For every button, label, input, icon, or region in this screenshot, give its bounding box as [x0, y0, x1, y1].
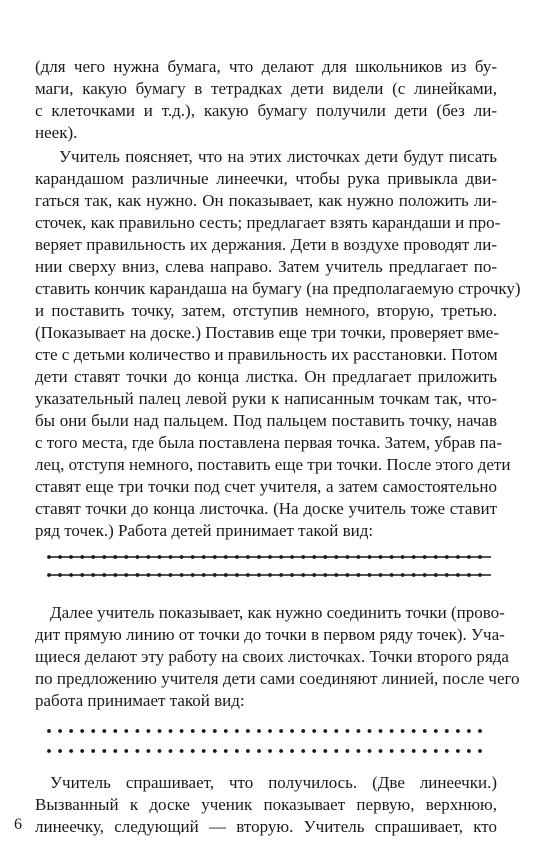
dot — [191, 573, 195, 577]
dot — [478, 573, 482, 577]
dot — [69, 729, 73, 733]
dot — [235, 555, 239, 559]
dot — [268, 573, 272, 577]
dot — [312, 729, 316, 733]
dot — [246, 749, 250, 753]
dot — [456, 729, 460, 733]
dot — [445, 555, 449, 559]
dot — [158, 729, 162, 733]
dot — [412, 749, 416, 753]
text-line: с того места, где была поставлена первая точка. Затем, убрав па- — [35, 433, 502, 452]
dot — [69, 573, 73, 577]
dot — [147, 573, 151, 577]
dot — [180, 729, 184, 733]
dot — [368, 573, 372, 577]
dot — [69, 555, 73, 559]
text-line: ставят точки до конца листочка. (На доске учитель тоже ставит — [35, 499, 497, 518]
dot — [47, 555, 51, 559]
dot — [412, 729, 416, 733]
dot — [191, 729, 195, 733]
dot — [147, 749, 151, 753]
dot — [235, 573, 239, 577]
dot — [390, 729, 394, 733]
dot — [323, 555, 327, 559]
dot — [390, 555, 394, 559]
dot — [213, 729, 217, 733]
dot — [334, 573, 338, 577]
dot — [91, 573, 95, 577]
dot — [136, 573, 140, 577]
dot — [235, 749, 239, 753]
dot — [257, 749, 261, 753]
dot — [224, 749, 228, 753]
dot — [445, 749, 449, 753]
text-line: лец, отступя немного, поставить еще три точки. После этого дети — [35, 455, 511, 474]
text-line: Вызванный к доске ученик показывает первую, верхнюю, — [35, 795, 497, 814]
dot — [456, 749, 460, 753]
dot — [191, 749, 195, 753]
dot — [346, 729, 350, 733]
dot — [58, 555, 62, 559]
dot — [423, 555, 427, 559]
dot — [357, 749, 361, 753]
dot — [113, 555, 117, 559]
dot — [357, 573, 361, 577]
dot — [47, 573, 51, 577]
dot — [323, 729, 327, 733]
dot — [423, 749, 427, 753]
dot — [357, 555, 361, 559]
dot — [113, 749, 117, 753]
connected-dots-figure-row-1 — [45, 548, 495, 566]
dot — [467, 573, 471, 577]
text-line: Учитель спрашивает, что получилось. (Две линеечки.) — [50, 773, 497, 792]
dot — [246, 729, 250, 733]
dot — [124, 573, 128, 577]
dot — [346, 573, 350, 577]
dot — [47, 749, 51, 753]
text-line: сте с детьми количество и правильность их расстановки. Потом — [35, 345, 498, 364]
dot — [147, 555, 151, 559]
dot — [467, 749, 471, 753]
dot — [202, 749, 206, 753]
dot — [456, 573, 460, 577]
text-line: Далее учитель показывает, как нужно соединить точки (прово- — [50, 603, 505, 622]
dot — [346, 749, 350, 753]
dot — [379, 749, 383, 753]
dot — [279, 555, 283, 559]
dot — [268, 555, 272, 559]
dot — [180, 749, 184, 753]
dot — [412, 573, 416, 577]
text-line: ставить кончик карандаша на бумагу (на предполагаемую строчку) — [35, 279, 521, 298]
dot — [124, 555, 128, 559]
dot — [323, 573, 327, 577]
dot — [334, 729, 338, 733]
text-line: щиеся делают эту работу на своих листочках. Точки второго ряда — [35, 647, 509, 666]
text-line: по предложению учителя дети сами соединяют линией, после чего — [35, 669, 520, 688]
dot — [467, 729, 471, 733]
dot — [80, 555, 84, 559]
dot — [224, 573, 228, 577]
dot — [202, 573, 206, 577]
dot — [257, 555, 261, 559]
dot — [224, 555, 228, 559]
dot — [301, 573, 305, 577]
dot — [169, 749, 173, 753]
text-line: маги, какую бумагу в тетрадках дети видели (с линейками, — [35, 79, 497, 98]
dot — [224, 729, 228, 733]
dot — [301, 749, 305, 753]
dot — [478, 729, 482, 733]
dot — [158, 749, 162, 753]
dot — [312, 555, 316, 559]
dot — [191, 555, 195, 559]
dots-figure-row-1 — [45, 722, 495, 740]
dot — [478, 555, 482, 559]
dot — [102, 729, 106, 733]
dot — [279, 749, 283, 753]
dot — [445, 573, 449, 577]
dot — [213, 573, 217, 577]
dot — [158, 573, 162, 577]
text-line: указательный палец левой руки к написанным точкам так, что- — [35, 389, 497, 408]
text-line: гаться так, как нужно. Он показывает, как нужно положить ли- — [35, 191, 497, 210]
dot — [91, 749, 95, 753]
dot — [69, 749, 73, 753]
dot — [158, 555, 162, 559]
dot — [323, 749, 327, 753]
dot — [434, 573, 438, 577]
dot — [379, 729, 383, 733]
dot — [136, 555, 140, 559]
dot — [169, 729, 173, 733]
text-line: нии сверху вниз, слева направо. Затем учитель предлагает по- — [35, 257, 497, 276]
dot — [312, 573, 316, 577]
dot — [301, 555, 305, 559]
dot — [80, 573, 84, 577]
dot — [423, 729, 427, 733]
dot — [456, 555, 460, 559]
dot — [401, 555, 405, 559]
dot — [357, 729, 361, 733]
text-line: (Показывает на доске.) Поставив еще три точки, проверяет вме- — [35, 323, 499, 342]
dot — [58, 729, 62, 733]
dot — [169, 573, 173, 577]
dot — [445, 729, 449, 733]
dot — [423, 573, 427, 577]
dot — [113, 729, 117, 733]
dot — [312, 749, 316, 753]
text-line: и поставить точку, затем, отступив немного, вторую, третью. — [35, 301, 497, 320]
dot — [80, 749, 84, 753]
dot — [434, 749, 438, 753]
dot — [334, 749, 338, 753]
dot — [213, 749, 217, 753]
dot — [113, 573, 117, 577]
dot — [47, 729, 51, 733]
dot — [169, 555, 173, 559]
dot — [412, 555, 416, 559]
connected-dots-figure-row-2 — [45, 566, 495, 584]
dot — [124, 749, 128, 753]
dot — [301, 729, 305, 733]
dot — [334, 555, 338, 559]
text-line: ряд точек.) Работа детей принимает такой вид: — [35, 521, 374, 540]
dot — [235, 729, 239, 733]
dot — [268, 729, 272, 733]
dot — [401, 573, 405, 577]
dot — [257, 729, 261, 733]
text-line: (для чего нужна бумага, что делают для школьников из бу- — [35, 57, 497, 76]
dot — [102, 749, 106, 753]
dot — [213, 555, 217, 559]
text-line: с клеточками и т.д.), какую бумагу получили дети (без ли- — [35, 101, 497, 120]
dot — [136, 749, 140, 753]
dot — [102, 555, 106, 559]
dot — [80, 729, 84, 733]
dot — [368, 749, 372, 753]
dot — [180, 573, 184, 577]
dot — [478, 749, 482, 753]
text-line: дети ставят точки до конца листка. Он предлагает приложить — [35, 367, 497, 386]
dot — [91, 555, 95, 559]
text-line: линеечку, следующий — вторую. Учитель спрашивает, кто — [35, 817, 497, 836]
dot — [279, 573, 283, 577]
dot — [368, 729, 372, 733]
dot — [434, 729, 438, 733]
dot — [379, 555, 383, 559]
text-line: сточек, как правильно сесть; предлагает взять карандаши и про- — [35, 213, 501, 232]
dot — [401, 749, 405, 753]
dot — [346, 555, 350, 559]
text-line: ставят еще три точки под счет учителя, а затем самостоятельно — [35, 477, 497, 496]
text-line: неек). — [35, 123, 78, 142]
dot — [136, 729, 140, 733]
dot — [124, 729, 128, 733]
dot — [290, 573, 294, 577]
dot — [246, 573, 250, 577]
dot — [401, 729, 405, 733]
dot — [58, 749, 62, 753]
dot — [379, 573, 383, 577]
text-line: бы они были над пальцем. Под пальцем поставить точку, начав — [35, 411, 497, 430]
text-line: дит прямую линию от точки до точки в первом ряду точек). Уча- — [35, 625, 505, 644]
text-line: карандашом различные линеечки, чтобы рука привыкла дви- — [35, 169, 497, 188]
dot — [290, 749, 294, 753]
dot — [467, 555, 471, 559]
dot — [202, 729, 206, 733]
dot — [102, 573, 106, 577]
dot — [246, 555, 250, 559]
text-line: Учитель поясняет, что на этих листочках дети будут писать — [59, 147, 497, 166]
dot — [202, 555, 206, 559]
dot — [257, 573, 261, 577]
text-line: веряет правильность их держания. Дети в воздухе проводят ли- — [35, 235, 497, 254]
dot — [290, 555, 294, 559]
dot — [180, 555, 184, 559]
page-number: 6 — [14, 816, 22, 833]
dot — [91, 729, 95, 733]
dot — [147, 729, 151, 733]
dot — [290, 729, 294, 733]
dot — [268, 749, 272, 753]
dot — [390, 749, 394, 753]
text-line: работа принимает такой вид: — [35, 691, 245, 710]
dot — [390, 573, 394, 577]
dot — [58, 573, 62, 577]
dot — [279, 729, 283, 733]
dot — [434, 555, 438, 559]
dot — [368, 555, 372, 559]
dots-figure-row-2 — [45, 742, 495, 760]
